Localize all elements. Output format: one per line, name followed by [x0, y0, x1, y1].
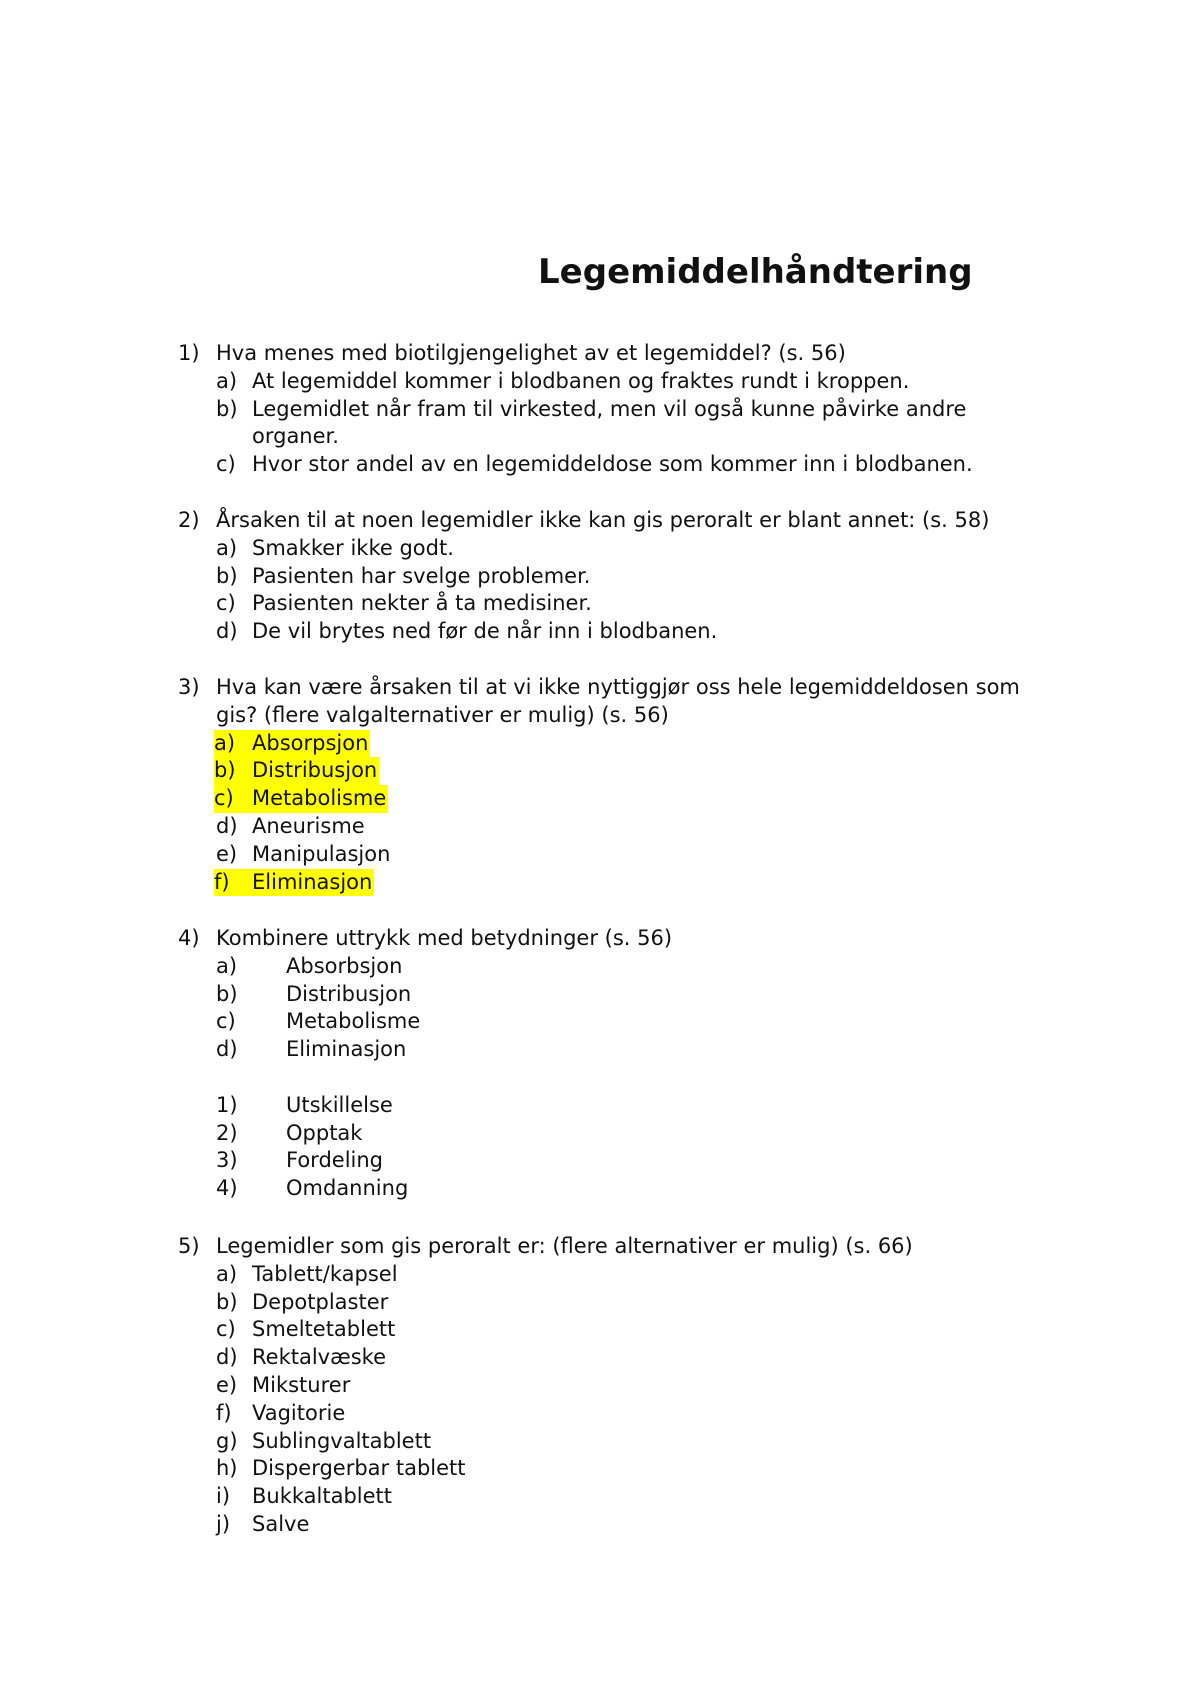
option-item [178, 1261, 1058, 1289]
term-label: d) [216, 1037, 238, 1062]
meaning-label: 3) [216, 1148, 238, 1173]
option-text: Distribusjon [252, 758, 378, 783]
option-text: Dispergerbar tablett [252, 1456, 466, 1481]
option-text: Sublingvaltablett [252, 1428, 432, 1453]
option-text: At legemiddel kommer i blodbanen og fraktes rundt i kroppen. [252, 368, 910, 393]
option-item [178, 1316, 1058, 1344]
question-number: 1) [178, 341, 200, 365]
option-text: Manipulasjon [252, 841, 391, 866]
term-text: Distribusjon [286, 981, 412, 1006]
term-item [178, 981, 1058, 1009]
option-text: Pasienten har svelge problemer. [252, 563, 591, 588]
question-text [178, 925, 1058, 953]
meaning-label: 1) [216, 1092, 238, 1117]
option-item-highlighted [178, 730, 1058, 758]
question-number: 3) [178, 675, 200, 699]
option-item-highlighted [178, 869, 1058, 897]
question-text [178, 1233, 1058, 1261]
option-item [178, 841, 1058, 869]
option-label: b) [216, 1289, 238, 1314]
option-list [178, 1261, 1058, 1539]
meaning-item [178, 1092, 1058, 1120]
question-5 [178, 1233, 1058, 1539]
option-item [178, 1372, 1058, 1400]
question-3 [178, 674, 1058, 896]
meaning-text: Opptak [286, 1120, 363, 1145]
option-text: Rektalvæske [252, 1345, 386, 1370]
option-label: h) [216, 1456, 238, 1481]
option-label: c) [214, 786, 234, 811]
option-list [178, 730, 1058, 897]
highlight-mark [214, 757, 379, 785]
term-item [178, 1008, 1058, 1036]
question-4 [178, 925, 1058, 1203]
meaning-item [178, 1147, 1058, 1175]
option-item [178, 368, 1058, 396]
option-text: Legemidlet når fram til virkested, men vil også kunne påvirke andre organer. [252, 396, 967, 449]
option-item [178, 1400, 1058, 1428]
option-item [178, 590, 1058, 618]
option-item [178, 451, 1058, 479]
term-item [178, 953, 1058, 981]
option-label: e) [216, 841, 238, 866]
term-label: c) [216, 1009, 236, 1034]
option-label: j) [216, 1511, 231, 1536]
meaning-item [178, 1120, 1058, 1148]
option-item [178, 563, 1058, 591]
option-label: f) [216, 1400, 232, 1425]
highlight-mark [214, 869, 374, 897]
meaning-label: 2) [216, 1120, 238, 1145]
question-number: 5) [178, 1234, 200, 1258]
option-text: Miksturer [252, 1372, 351, 1397]
question-number: 2) [178, 508, 200, 532]
question-2 [178, 507, 1058, 646]
question-prompt: Kombinere uttrykk med betydninger (s. 56) [216, 926, 673, 950]
option-label: c) [216, 452, 236, 477]
option-label: f) [214, 869, 230, 894]
option-text: Smakker ikke godt. [252, 535, 454, 560]
meaning-label: 4) [216, 1176, 238, 1201]
meaning-text: Omdanning [286, 1176, 409, 1201]
term-text: Eliminasjon [286, 1037, 407, 1062]
option-item [178, 1289, 1058, 1317]
option-item [178, 813, 1058, 841]
question-prompt: Årsaken til at noen legemidler ikke kan gis peroralt er blant annet: (s. 58) [216, 508, 990, 532]
option-label: d) [216, 619, 238, 644]
term-list [178, 953, 1058, 1064]
option-label: b) [216, 563, 238, 588]
option-label: e) [216, 1372, 238, 1397]
option-label: b) [214, 758, 236, 783]
option-item [178, 618, 1058, 646]
term-label: a) [216, 953, 238, 978]
option-text: Pasienten nekter å ta medisiner. [252, 591, 592, 616]
question-1 [178, 340, 1058, 479]
option-text: Absorpsjon [252, 730, 369, 755]
option-item [178, 1511, 1058, 1539]
option-label: c) [216, 1317, 236, 1342]
option-item [178, 535, 1058, 563]
option-item [178, 1428, 1058, 1456]
option-item [178, 1344, 1058, 1372]
option-text: Salve [252, 1511, 310, 1536]
option-list [178, 535, 1058, 646]
option-text: Bukkaltablett [252, 1484, 393, 1509]
option-label: a) [216, 1261, 238, 1286]
option-text: Vagitorie [252, 1400, 346, 1425]
question-prompt: Hva kan være årsaken til at vi ikke nyttiggjør oss hele legemiddeldosen som gis? (flere valgalternativer er mulig) (s. 56) [216, 675, 1020, 727]
option-label: a) [216, 535, 238, 560]
option-text: Depotplaster [252, 1289, 389, 1314]
option-item [178, 1455, 1058, 1483]
meaning-list [178, 1092, 1058, 1203]
term-item [178, 1036, 1058, 1064]
option-text: Eliminasjon [252, 869, 373, 894]
question-prompt: Legemidler som gis peroralt er: (flere alternativer er mulig) (s. 66) [216, 1234, 913, 1258]
option-label: b) [216, 396, 238, 421]
option-text: Tablett/kapsel [252, 1261, 398, 1286]
option-label: a) [214, 730, 236, 755]
term-text: Metabolisme [286, 1009, 421, 1034]
question-text [178, 674, 1046, 730]
term-text: Absorbsjon [286, 953, 403, 978]
highlight-mark [214, 730, 370, 758]
meaning-text: Utskillelse [286, 1092, 393, 1117]
term-label: b) [216, 981, 238, 1006]
option-item-highlighted [178, 757, 1058, 785]
option-label: g) [216, 1428, 238, 1453]
option-item-highlighted [178, 785, 1058, 813]
option-text: De vil brytes ned før de når inn i blodbanen. [252, 619, 718, 644]
document-title: Legemiddelhåndtering [538, 252, 973, 292]
meaning-item [178, 1175, 1058, 1203]
option-item [178, 396, 1052, 452]
question-number: 4) [178, 926, 200, 950]
option-label: c) [216, 591, 236, 616]
option-text: Metabolisme [252, 786, 387, 811]
highlight-mark [214, 785, 388, 813]
meaning-text: Fordeling [286, 1148, 384, 1173]
option-text: Smeltetablett [252, 1317, 396, 1342]
option-item [178, 1483, 1058, 1511]
option-list [178, 368, 1058, 479]
option-label: a) [216, 368, 238, 393]
spacer [178, 1064, 1058, 1092]
question-prompt: Hva menes med biotilgjengelighet av et legemiddel? (s. 56) [216, 341, 846, 365]
question-text [178, 340, 1058, 368]
option-label: d) [216, 813, 238, 838]
question-text [178, 507, 1058, 535]
option-text: Hvor stor andel av en legemiddeldose som kommer inn i blodbanen. [252, 452, 973, 477]
option-label: d) [216, 1345, 238, 1370]
option-text: Aneurisme [252, 813, 365, 838]
option-label: i) [216, 1484, 231, 1509]
